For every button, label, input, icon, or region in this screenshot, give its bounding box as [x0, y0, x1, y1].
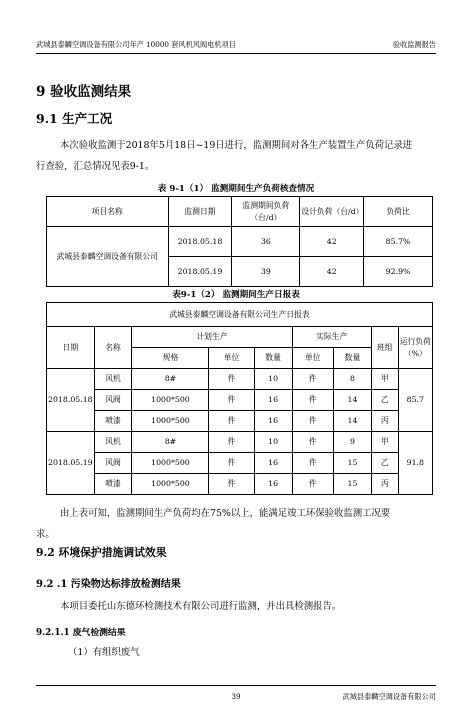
- name-cell: 风机: [94, 369, 132, 390]
- footer-rule: [36, 685, 436, 686]
- design-load-cell: 42: [300, 227, 364, 257]
- team-cell: 乙: [371, 390, 398, 411]
- actual-qty-cell: 8: [334, 369, 372, 390]
- table-header-row: [47, 327, 433, 348]
- name-cell: 风机: [94, 432, 132, 453]
- actual-qty-cell: 9: [334, 432, 372, 453]
- date-cell: 2018.05.18: [47, 369, 95, 432]
- design-load-cell: 42: [300, 257, 364, 287]
- date-cell: 2018.05.19: [47, 432, 95, 495]
- actual-header: 实际生产: [292, 327, 371, 348]
- actual-qty-cell: 15: [334, 474, 372, 495]
- header-project-title: 武城县泰麟空调设备有限公司年产 10000 套风机风阀电机项目: [36, 40, 236, 49]
- page-number: 39: [231, 692, 241, 701]
- actual-unit-cell: 件: [292, 453, 333, 474]
- footer-company: 武城县泰麟空调设备有限公司: [342, 692, 436, 701]
- company-cell: 武城县泰麟空调设备有限公司: [47, 227, 169, 287]
- table-header-row: [47, 197, 433, 227]
- unit-cell: 件: [209, 390, 254, 411]
- paragraph-line: 行查验，汇总情况见表9-1。: [36, 161, 155, 172]
- spec-cell: 1000*500: [132, 453, 209, 474]
- table-9-1-1-caption: 表 9-1（1） 监测期间生产负荷核查情况: [157, 184, 315, 194]
- qty-cell: 16: [254, 474, 292, 495]
- actual-qty-header: 数量: [334, 348, 372, 369]
- qty-cell: 10: [254, 432, 292, 453]
- table-row: [47, 453, 433, 474]
- section-9-2-heading: 9.2 环境保护措施调试效果: [36, 546, 167, 559]
- paragraph-line: 由上表可知，监测期间生产负荷均在75%以上，能满足竣工环保验收监测工况要: [60, 508, 391, 519]
- table-row: [47, 227, 433, 257]
- unit-cell: 件: [209, 474, 254, 495]
- header-report-type: 验收监测报告: [392, 40, 436, 49]
- name-header: 名称: [94, 327, 132, 369]
- spec-cell: 1000*500: [132, 390, 209, 411]
- section-9-2-1-paragraph: [36, 596, 436, 617]
- actual-unit-header: 单位: [292, 348, 333, 369]
- unit-header: 单位: [209, 348, 254, 369]
- header-cell: 负荷比: [364, 197, 433, 227]
- qty-cell: 16: [254, 453, 292, 474]
- load-cell: 91.8: [398, 432, 432, 495]
- actual-unit-cell: 件: [292, 474, 333, 495]
- table-row: [47, 390, 433, 411]
- section-9-2-1-1-heading: 9.2.1.1 废气检测结果: [36, 628, 126, 638]
- qty-cell: 16: [254, 411, 292, 432]
- team-cell: 丙: [371, 474, 398, 495]
- organized-exhaust-item: （1）有组织废气: [68, 647, 140, 658]
- unit-cell: 件: [209, 453, 254, 474]
- actual-load-cell: 39: [232, 257, 300, 287]
- table-row: [47, 474, 433, 495]
- paragraph-line: 求。: [36, 529, 55, 540]
- spec-cell: 1000*500: [132, 411, 209, 432]
- name-cell: 风阀: [94, 453, 132, 474]
- team-header: 班组: [371, 327, 398, 369]
- date-header: 日期: [47, 327, 95, 369]
- spec-cell: 8#: [132, 369, 209, 390]
- date-cell: 2018.05.18: [168, 227, 232, 257]
- actual-unit-cell: 件: [292, 390, 333, 411]
- table-title-row: [47, 303, 433, 327]
- load-ratio-cell: 85.7%: [364, 227, 433, 257]
- actual-unit-cell: 件: [292, 432, 333, 453]
- header-cell: 监测期间负荷（台/d）: [232, 197, 300, 227]
- unit-cell: 件: [209, 369, 254, 390]
- paragraph-line: 本项目委托山东德环检测技术有限公司进行监测，并出具检测报告。: [60, 601, 342, 612]
- section-9-1-heading: 9.1 生产工况: [36, 111, 113, 126]
- table-row: [47, 411, 433, 432]
- actual-qty-cell: 14: [334, 411, 372, 432]
- conclusion-paragraph: [36, 503, 436, 545]
- header-cell: 项目名称: [47, 197, 169, 227]
- daily-report-title: 武城县泰麟空调设备有限公司生产日报表: [47, 303, 433, 327]
- qty-cell: 16: [254, 390, 292, 411]
- header-cell: 监测日期: [168, 197, 232, 227]
- actual-unit-cell: 件: [292, 369, 333, 390]
- unit-cell: 件: [209, 432, 254, 453]
- spec-cell: 8#: [132, 432, 209, 453]
- section-9-1-paragraph: [36, 135, 436, 177]
- table-row: [47, 369, 433, 390]
- unit-cell: 件: [209, 411, 254, 432]
- name-cell: 喷漆: [94, 474, 132, 495]
- actual-unit-cell: 件: [292, 411, 333, 432]
- daily-production-table: [46, 302, 433, 495]
- name-cell: 风阀: [94, 390, 132, 411]
- load-cell: 85.7: [398, 369, 432, 432]
- table-row: [47, 432, 433, 453]
- spec-header: 规格: [132, 348, 209, 369]
- load-header: 运行负荷（%）: [398, 327, 432, 369]
- plan-header: 计划生产: [132, 327, 292, 348]
- qty-header: 数量: [254, 348, 292, 369]
- spec-cell: 1000*500: [132, 474, 209, 495]
- header-rule: [36, 53, 436, 54]
- qty-cell: 10: [254, 369, 292, 390]
- section-9-2-1-heading: 9.2 .1 污染物达标排放检测结果: [36, 579, 181, 590]
- team-cell: 甲: [371, 432, 398, 453]
- actual-qty-cell: 14: [334, 390, 372, 411]
- team-cell: 丙: [371, 411, 398, 432]
- actual-load-cell: 36: [232, 227, 300, 257]
- date-cell: 2018.05.19: [168, 257, 232, 287]
- name-cell: 喷漆: [94, 411, 132, 432]
- table-9-1-2-caption: 表9-1（2） 监测期间生产日报表: [172, 290, 300, 300]
- team-cell: 乙: [371, 453, 398, 474]
- header-cell: 设计负荷（台/d）: [300, 197, 364, 227]
- production-load-table: [46, 196, 433, 287]
- section-9-heading: 9 验收监测结果: [36, 84, 132, 100]
- team-cell: 甲: [371, 369, 398, 390]
- paragraph-line: 本次验收监测于2018年5月18日~19日进行，监测期间对各生产装置生产负荷记录进: [60, 140, 413, 151]
- load-ratio-cell: 92.9%: [364, 257, 433, 287]
- actual-qty-cell: 15: [334, 453, 372, 474]
